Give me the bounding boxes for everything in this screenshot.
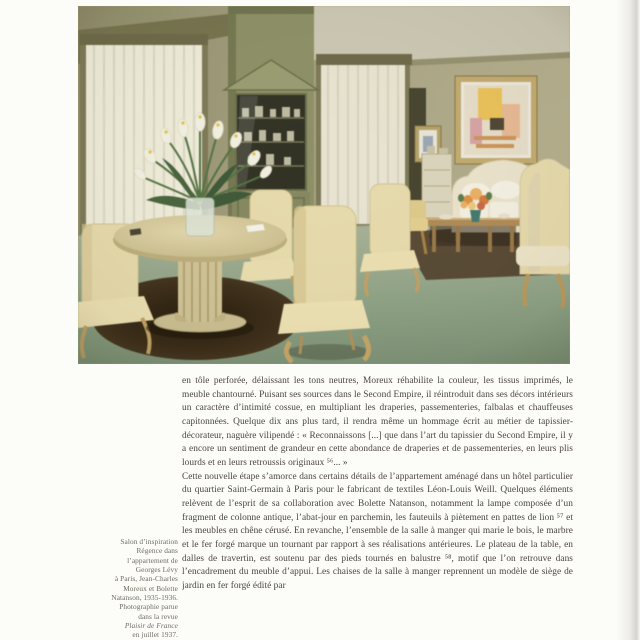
body-text	[182, 375, 573, 640]
photo-caption	[94, 537, 178, 640]
page-edge-shadow	[616, 0, 640, 640]
caption-line: Natanson, 1935-1936.	[111, 593, 178, 603]
caption-line: à Paris, Jean-Charles	[114, 574, 178, 584]
caption-line: dans la revue	[138, 611, 178, 621]
caption-line: Salon d’inspiration	[120, 537, 178, 546]
paragraph: Cette nouvelle étape s’amorce dans certains détails de l’appartement aménagé dans un hôtel particulier du quartier Saint-Germain à Paris pour le fabricant de textiles Léon-Louis Weill. Quelques éléments relèvent de l’esprit de sa collaboration avec Bolette Natanson, notamment la lampe composée d’un fragment de colonne antique, l’abat-jour en parchemin, les fauteuils à piètement en pattes de lion ⁵⁷ et les meubles en chêne cérusé. En revanche, l’ensemble de la salle à manger qui marie le bois, le marbre et le fer forgé marque un tournant par rapport à ses réalisations antérieures. Le plateau de la table, en dalles de travertin, est soutenu par des pieds tournés en balustre ⁵⁸, motif que l’on retrouve dans l’encadrement du meuble d’appui. Les chaises de la salle à manger reprennent un modèle de siège de jardin en fer forgé édité par	[182, 471, 573, 591]
caption-line: Georges Lévy	[135, 565, 178, 575]
caption-line: l’appartement de	[127, 555, 178, 565]
caption-line: Régence dans	[136, 546, 178, 556]
paragraph: en tôle perforée, délaissant les tons neutres, Moreux réhabilite la couleur, les tissus imprimés, le meuble chantourné. Puisant ses sources dans le Second Empire, il réintroduit dans ses décors intérieurs un caractère d’intimité cossue, en multipliant les draperies, passementeries, falbalas et chauffeuses capitonnées. Quelque dix ans plus tard, il rendra même un hommage écrit au métier de tapissier-décorateur, naguère vilipendé : « Reconnaissons [...] que dans l’art du tapissier du Second Empire, il y a encore un sentiment de grandeur en cette abondance de draperies et de passementeries, en leurs plis lourds et en leurs retroussis originaux ⁵⁶... »	[182, 376, 573, 468]
salon-photograph	[78, 6, 570, 364]
caption-line: Photographie parue	[119, 602, 178, 612]
caption-line-journal-title: Plaisir de France	[124, 621, 178, 631]
salon-photo-illustration	[78, 6, 570, 364]
caption-line: en juillet 1937.	[132, 630, 178, 640]
caption-line: Moreux et Bolette	[123, 583, 178, 593]
photo-vignette	[78, 6, 570, 364]
